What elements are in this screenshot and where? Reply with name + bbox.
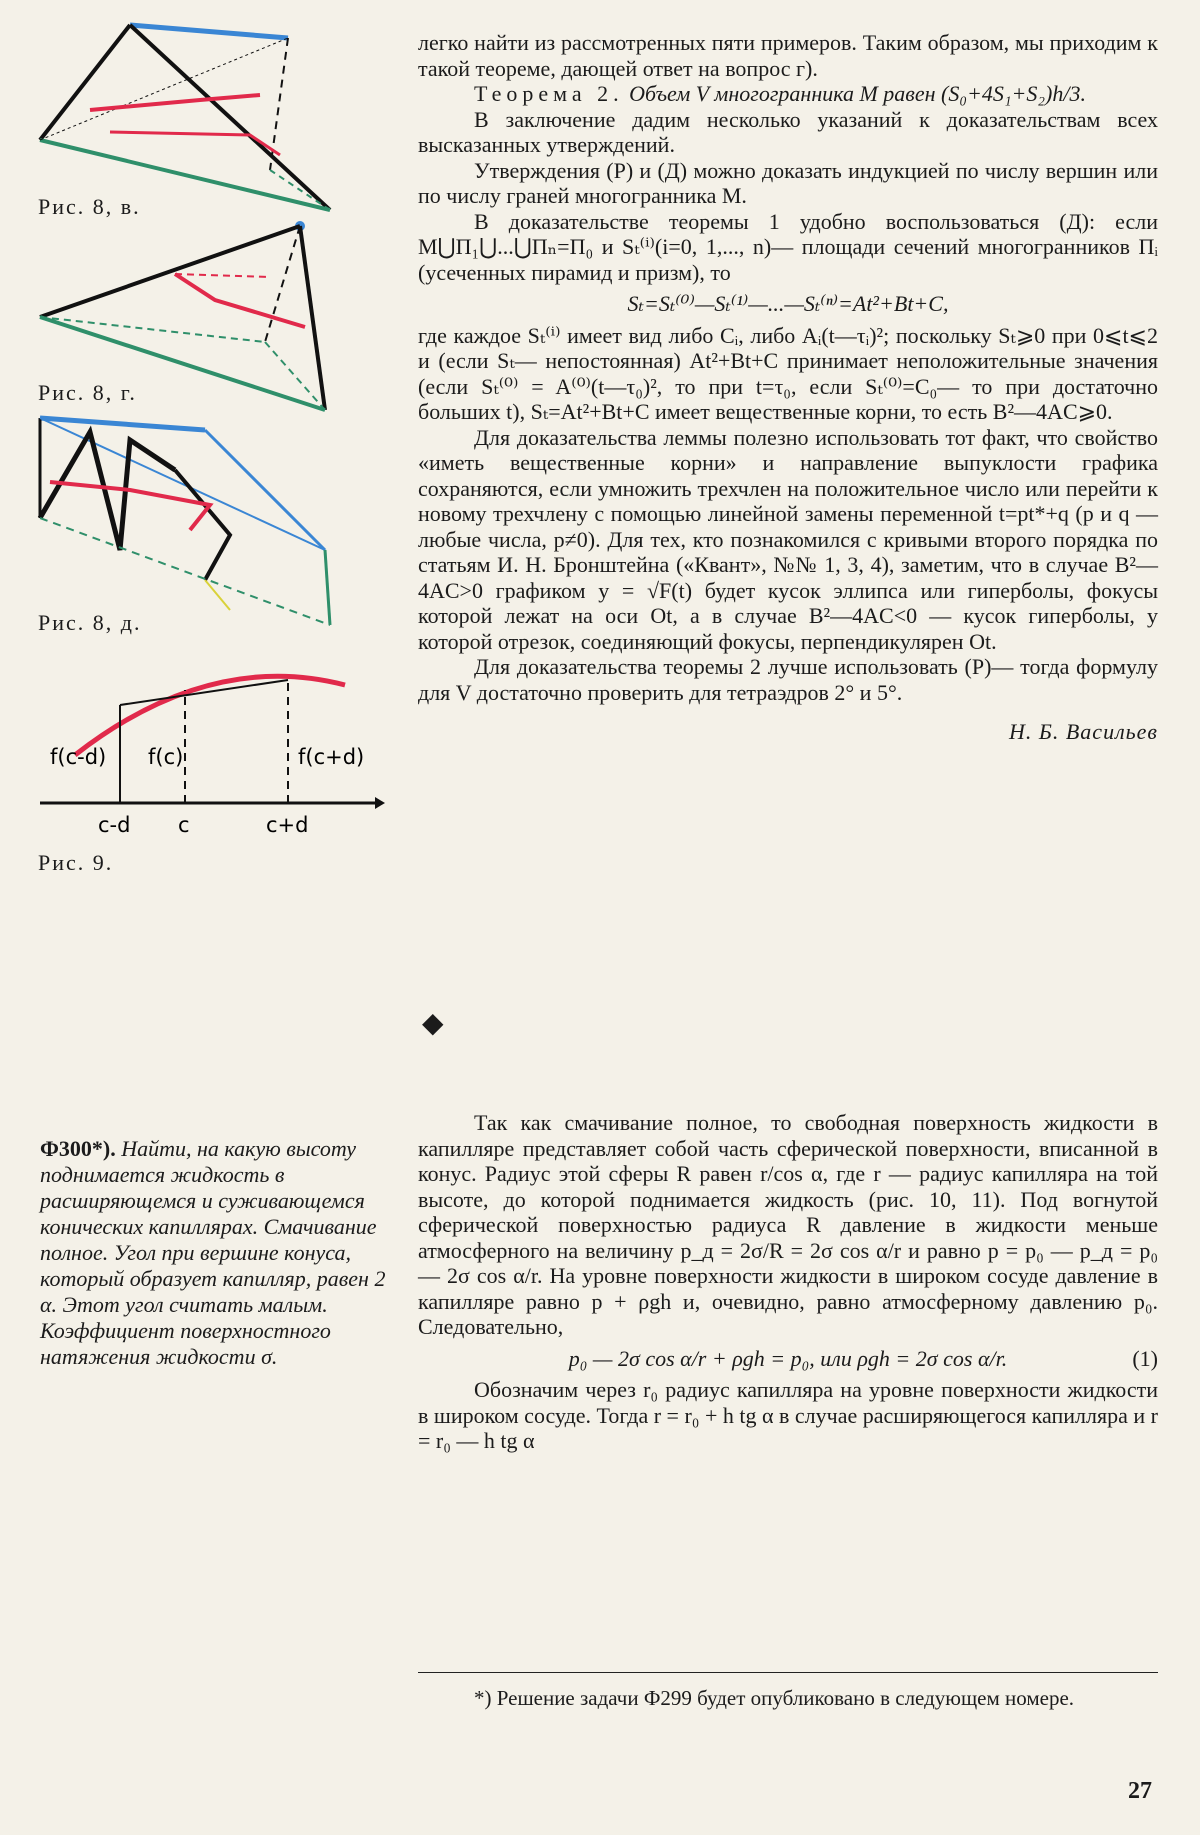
figure-8d [30, 410, 350, 630]
article-p7: Для доказательства теоремы 2 лучше использовать (Р)— тогда формулу для V достаточно проверить для тетраэдров 2° и 5°. [418, 654, 1158, 705]
fig9-chord [120, 680, 288, 705]
article-p2: В заключение дадим несколько указаний к доказательствам всех высказанных утверждений. [418, 106, 1158, 157]
fig9-caption: Рис. 9. [38, 850, 114, 875]
article-p1: легко найти из рассмотренных пяти примеров. Таким образом, мы приходим к такой теореме, дающей ответ на вопрос г). [418, 30, 1158, 81]
article-p6: Для доказательства леммы полезно использовать тот факт, что свойство «иметь вещественные корни» и направление выпуклости графика сохраняются, если умножить трехчлен на положительное число или перейти к новому трехчлену с помощью линейной замены переменной t=pt*+q (p и q — любые числа, p≠0). Для тех, кто познакомился с кривыми второго порядка по статьям И. Н. Бронштейна («Квант», №№ 1, 3, 4), заметим, что в случае B²—4AC>0 графиком y = √F(t) будет кусок эллипса или гиперболы, фокусы которой лежат на оси Ot, а в случае B²—4AC<0 — кусок гиперболы, у которой отрезок, соединяющий фокусы, перпендикулярен Ot. [418, 424, 1158, 654]
solution-formula-text: p₀ — 2σ cos α/r + ρgh = p₀, или ρgh = 2σ cos α/r. [568, 1345, 1008, 1371]
formula-1: Sₜ=Sₜ⁽⁰⁾—Sₜ⁽¹⁾—...—Sₜ⁽ⁿ⁾=At²+Bt+C, [627, 291, 949, 316]
article-p5: где каждое Sₜ⁽ⁱ⁾ имеет вид либо Cᵢ, либо Aᵢ(t—τᵢ)²; поскольку Sₜ⩾0 при 0⩽t⩽2 и (если Sₜ— непостоянная) At²+Bt+C принимает неположительные значения (если Sₜ⁽⁰⁾ = A⁽⁰⁾(t—τ₀)², то при t=τ₀, если Sₜ⁽⁰⁾=C₀— то при достаточно больших t), Sₜ=At²+Bt+C имеет вещественные корни, то есть B²—4AC⩾0. [418, 322, 1158, 424]
theorem-label: Теорема 2. [474, 81, 624, 106]
fig8v-hidden-diag [40, 38, 288, 140]
fig8g-right-edge [300, 226, 325, 410]
fig8v-caption: Рис. 8, в. [38, 194, 141, 219]
fig9-label-xmid: c [178, 813, 190, 837]
author-signature: Н. Б. Васильев [1009, 719, 1158, 744]
fig8g-section [175, 274, 305, 327]
figure-9 [40, 660, 385, 840]
fig8d-section [50, 482, 210, 530]
fig8v-diag-edge [130, 25, 330, 210]
fig8d-black-lower [175, 470, 230, 580]
fig9-label-xleft: c-d [98, 813, 131, 837]
fig8v-left-edge [40, 25, 130, 140]
fig8g-section-hidden [175, 274, 270, 277]
fig9-label-fleft: f(c-d) [50, 745, 107, 769]
article-body [418, 30, 1158, 745]
fig8v-section [90, 95, 260, 110]
fig8d-right-edge [205, 430, 325, 550]
footnote: *) Решение задачи Ф299 будет опубликовано в следующем номере. [474, 1686, 1075, 1710]
solution-body [418, 1110, 1158, 1454]
figure-8v [30, 20, 350, 220]
fig8v-section-lower [110, 132, 280, 155]
section-divider-diamond: ◆ [422, 1008, 444, 1039]
footnote-rule [418, 1672, 1158, 1673]
fig9-axis-arrow [375, 797, 385, 809]
fig8d-hidden-base [40, 518, 330, 625]
fig8d-top-edge [40, 418, 205, 430]
theorem-text: Объем V многогранника M равен (S₀+4S₁+S₂)h/3. [629, 81, 1086, 106]
fig9-label-fright: f(c+d) [298, 745, 365, 769]
page-number: 27 [1128, 1778, 1152, 1804]
theorem-2 [418, 81, 1158, 107]
article-p4: В доказательстве теоремы 1 удобно воспользоваться (Д): если M⋃Π₁⋃...⋃Πₙ=Π₀ и Sₜ⁽ⁱ⁾(i=0, 1,..., n)— площади сечений многогранников Πᵢ (усеченных пирамид и призм), то [418, 208, 1158, 285]
fig8v-top-edge [130, 25, 288, 38]
problem-number: Ф300*). [40, 1136, 116, 1161]
solution-p1: Так как смачивание полное, то свободная поверхность жидкости в капилляре представляет собой часть сферической поверхности, вписанной в конус. Радиус этой сферы R равен r/cos α, где r — радиус капилляра на той высоте, до которой поднимается жидкость (рис. 10, 11). Под вогнутой сферической поверхностью радиуса R давление в жидкости меньше атмосферного на величину p_д = 2σ/R = 2σ cos α/r и равно p = p₀ — p_д = p₀ — 2σ cos α/r. На уровне поверхности жидкости в широком сосуде давление в капилляре равно p + ρgh и, очевидно, равно атмосферному давлению p₀. Следовательно, [418, 1110, 1158, 1339]
fig8g-left-edge [40, 226, 300, 317]
solution-formula-number: (1) [1132, 1345, 1158, 1371]
fig8g-caption: Рис. 8, г. [38, 380, 137, 405]
fig8d-front-edge [325, 550, 330, 625]
fig9-label-fmid: f(c) [148, 745, 184, 769]
solution-formula [418, 1346, 1158, 1372]
fig9-curve [75, 676, 345, 755]
fig8d-caption: Рис. 8, д. [38, 610, 142, 635]
problem-text: Найти, на какую высоту поднимается жидкость в расширяющемся и суживающемся конических капиллярах. Смачивание полное. Угол при вершине конуса, который образует капилляр, равен 2 α. Этот угол считать малым. Коэффициент поверхностного натяжения жидкости σ. [40, 1136, 386, 1369]
fig9-label-xright: c+d [266, 813, 309, 837]
article-p3: Утверждения (Р) и (Д) можно доказать индукцией по числу вершин или по числу граней многогранника M. [418, 157, 1158, 208]
solution-p2: Обозначим через r₀ радиус капилляра на уровне поверхности жидкости в широком сосуде. Тогда r = r₀ + h tg α в случае расширяющегося капилляра и r = r₀ — h tg α [418, 1377, 1158, 1453]
problem-f300 [40, 1136, 390, 1370]
